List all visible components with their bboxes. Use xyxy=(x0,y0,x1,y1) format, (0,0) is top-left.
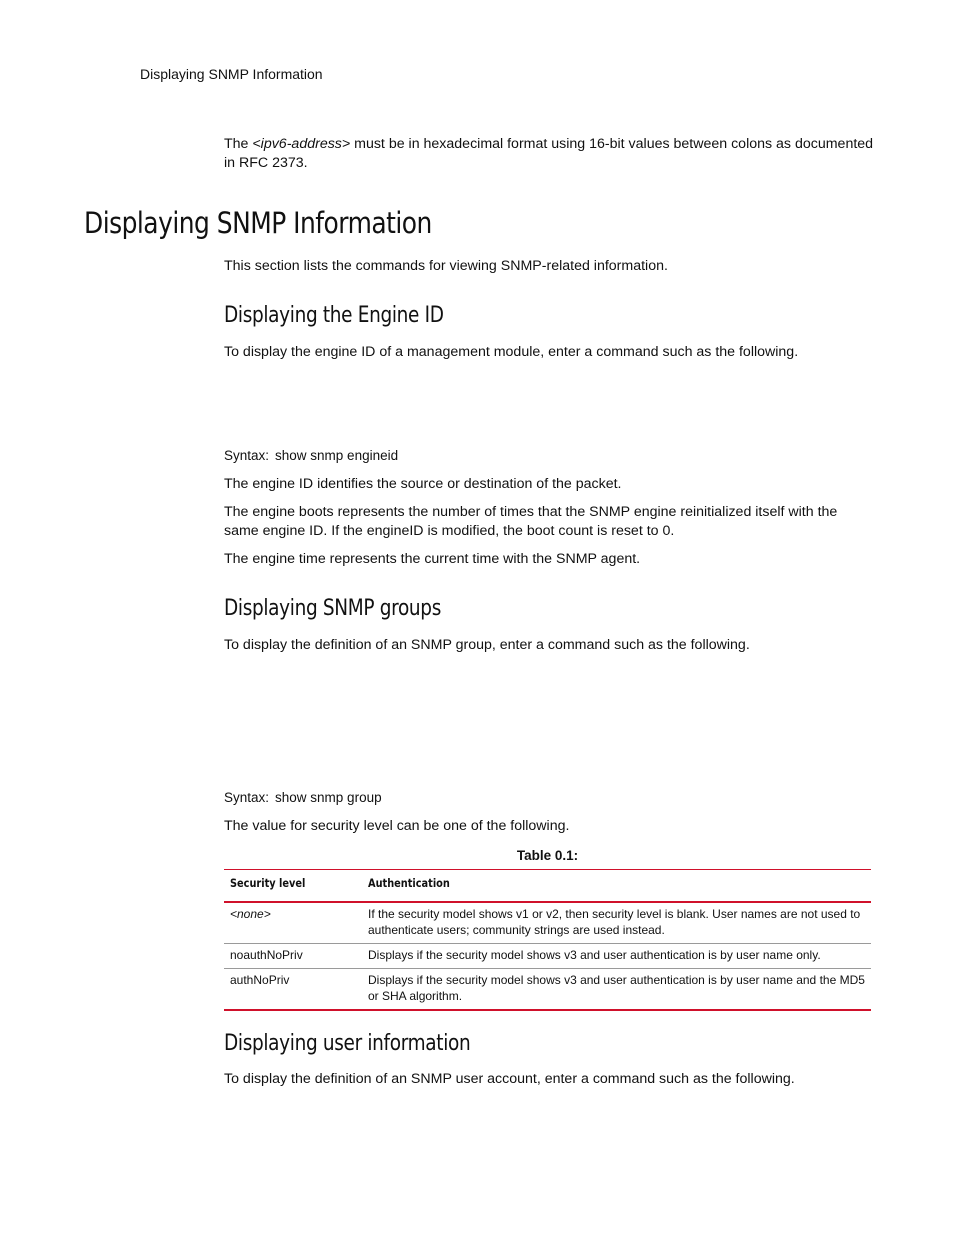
intro-pre: The xyxy=(224,136,253,152)
syntax-command: show snmp group xyxy=(275,790,382,805)
section-title: Displaying SNMP Information xyxy=(84,206,432,240)
groups-syntax xyxy=(224,790,382,805)
syntax-label: Syntax: xyxy=(224,790,270,805)
security-level-cell: noauthNoPriv xyxy=(224,944,362,969)
engine-id-paragraph: The engine ID identifies the source or destination of the packet. xyxy=(224,476,622,492)
column-header-authentication: Authentication xyxy=(362,870,871,903)
syntax-command: show snmp engineid xyxy=(275,448,399,463)
engine-syntax xyxy=(224,448,398,463)
user-info-heading: Displaying user information xyxy=(224,1031,471,1056)
intro-post: must be in hexadecimal format using 16-bit values between colons as documented in RFC 2373. xyxy=(224,136,874,171)
column-header-security-level: Security level xyxy=(224,870,362,903)
engine-boots-paragraph: The engine boots represents the number of times that the SNMP engine reinitialized itself with the same engine ID. If the engineID is modified, the boot count is reset to 0. xyxy=(224,504,838,539)
table-header-row xyxy=(224,870,871,903)
security-level-intro: The value for security level can be one of the following. xyxy=(224,818,570,834)
security-level-cell: <none> xyxy=(224,902,362,944)
authentication-cell: Displays if the security model shows v3 and user authentication is by user name and the MD5 or SHA algorithm. xyxy=(362,969,871,1011)
table-row xyxy=(224,902,871,944)
table-row xyxy=(224,944,871,969)
engine-id-lead: To display the engine ID of a management module, enter a command such as the following. xyxy=(224,344,799,360)
user-info-lead: To display the definition of an SNMP user account, enter a command such as the following. xyxy=(224,1071,795,1087)
ipv6-address-term: <ipv6-address> xyxy=(252,136,351,152)
engine-time-paragraph: The engine time represents the current time with the SNMP agent. xyxy=(224,551,641,567)
security-level-table xyxy=(224,869,871,1011)
table-row xyxy=(224,969,871,1011)
syntax-label: Syntax: xyxy=(224,448,270,463)
engine-id-heading: Displaying the Engine ID xyxy=(224,303,444,328)
intro-paragraph xyxy=(224,135,874,173)
security-level-cell: authNoPriv xyxy=(224,969,362,1011)
snmp-groups-lead: To display the definition of an SNMP group, enter a command such as the following. xyxy=(224,637,750,653)
authentication-cell: Displays if the security model shows v3 and user authentication is by user name only. xyxy=(362,944,871,969)
table-caption: Table 0.1: xyxy=(516,848,579,863)
running-head: Displaying SNMP Information xyxy=(140,66,323,82)
snmp-groups-heading: Displaying SNMP groups xyxy=(224,596,441,621)
authentication-cell: If the security model shows v1 or v2, then security level is blank. User names are not used to authenticate users; community strings are used instead. xyxy=(362,902,871,944)
section-lead: This section lists the commands for viewing SNMP-related information. xyxy=(224,258,668,274)
